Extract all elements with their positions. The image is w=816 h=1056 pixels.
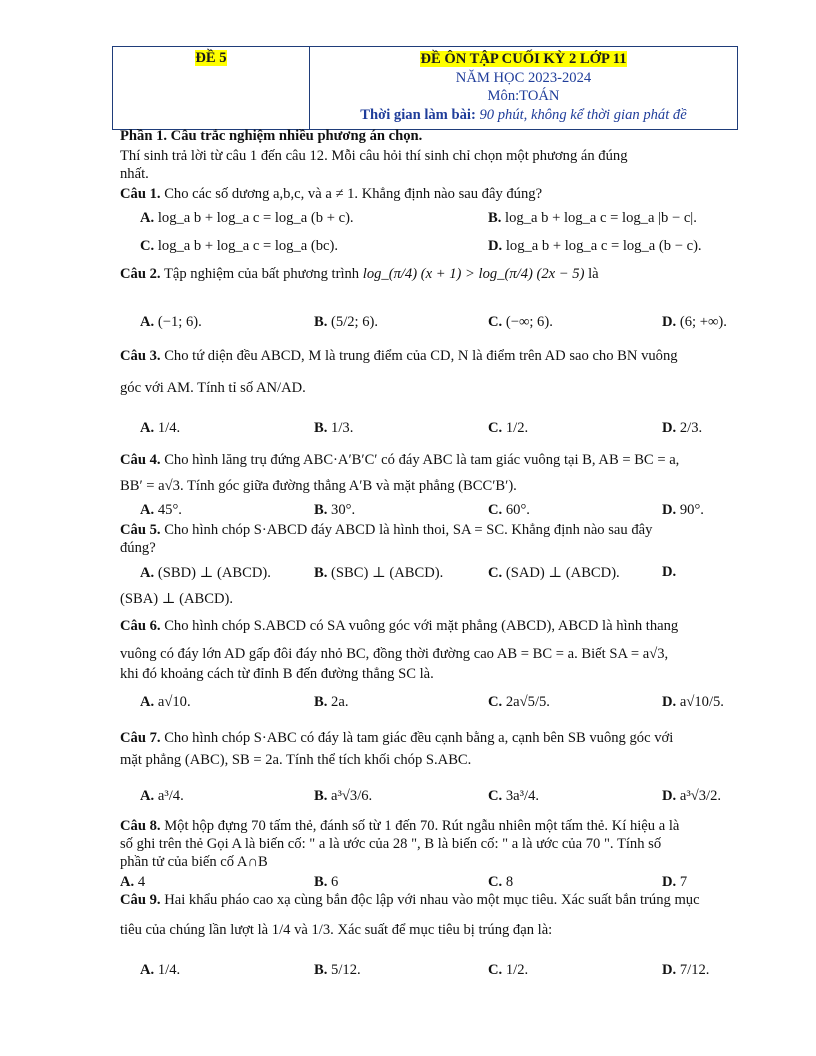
q2-label: Câu 2. <box>120 266 161 282</box>
q3-option-c: C. 1/2. <box>488 420 529 436</box>
q2-stem: Câu 2. Tập nghiệm của bất phương trình log_(π/4) (x + 1) > log_(π/4) (2x − 5) là <box>120 266 599 282</box>
q6-stem-2: vuông có đáy lớn AD gấp đôi đáy nhỏ BC, đồng thời đường cao AB = BC = a. Biết SA = a√3, <box>120 646 669 662</box>
q9-option-a: A. 1/4. <box>140 962 181 978</box>
header-right-cell <box>310 47 737 129</box>
q5-label: Câu 5. <box>120 522 161 538</box>
q8-stem: Câu 8. Một hộp đựng 70 tấm thẻ, đánh số từ 1 đến 70. Rút ngẫu nhiên một tấm thẻ. Kí hiệu a là <box>120 818 680 834</box>
q8-option-b: B. 6 <box>314 874 339 890</box>
q1-text: Cho các số dương a,b,c, và a ≠ 1. Khẳng định nào sau đây đúng? <box>164 186 543 202</box>
q8-label: Câu 8. <box>120 818 161 834</box>
header-left-cell <box>113 47 310 129</box>
q4-option-a: A. 45°. <box>140 502 182 518</box>
q1-option-d: D. log_a b + log_a c = log_a (b − c). <box>488 238 702 254</box>
q2-option-d: D. (6; +∞). <box>662 314 727 330</box>
q2-option-b: B. (5/2; 6). <box>314 314 379 330</box>
q5-stem-2: đúng? <box>120 540 156 556</box>
q2-option-a: A. (−1; 6). <box>140 314 202 330</box>
q5-option-c: C. (SAD) ⊥ (ABCD). <box>488 565 620 581</box>
q8-stem-2: số ghi trên thẻ Gọi A là biến cố: " a là ước của 28 ", B là biến cố: " a là ước của 70 ". Tính số <box>120 836 662 852</box>
q2-option-c: C. (−∞; 6). <box>488 314 553 330</box>
q9-stem: Câu 9. Hai khẩu pháo cao xạ cùng bắn độc lập với nhau vào một mục tiêu. Xác suất bắn trúng mục <box>120 892 700 908</box>
q9-option-b: B. 5/12. <box>314 962 361 978</box>
q8-option-c: C. 8 <box>488 874 514 890</box>
q7-label: Câu 7. <box>120 730 161 746</box>
q6-label: Câu 6. <box>120 618 161 634</box>
q6-stem-3: khi đó khoảng cách từ đỉnh B đến đường thẳng SC là. <box>120 666 434 682</box>
time-label: Thời gian làm bài: <box>360 106 476 123</box>
q3-option-a: A. 1/4. <box>140 420 181 436</box>
q4-option-c: C. 60°. <box>488 502 530 518</box>
q4-stem-2: BB′ = a√3. Tính góc giữa đường thẳng A′B và mặt phẳng (BCC′B′). <box>120 478 517 494</box>
q3-stem-2: góc với AM. Tính tỉ số AN/AD. <box>120 380 306 396</box>
q6-option-b: B. 2a. <box>314 694 349 710</box>
q4-option-d: D. 90°. <box>662 502 704 518</box>
q8-option-a: A. 4 <box>120 874 146 890</box>
q4-label: Câu 4. <box>120 452 161 468</box>
q6-stem: Câu 6. Cho hình chóp S.ABCD có SA vuông góc với mặt phẳng (ABCD), ABCD là hình thang <box>120 618 679 634</box>
q1-option-b: B. log_a b + log_a c = log_a |b − c|. <box>488 210 697 226</box>
q9-option-d: D. 7/12. <box>662 962 710 978</box>
q1-label: Câu 1. <box>120 186 161 202</box>
q7-stem: Câu 7. Cho hình chóp S·ABC có đáy là tam giác đều cạnh bằng a, cạnh bên SB vuông góc với <box>120 730 674 746</box>
q9-stem-2: tiêu của chúng lần lượt là 1/4 và 1/3. Xác suất để mục tiêu bị trúng đạn là: <box>120 922 553 938</box>
q5-stem: Câu 5. Cho hình chóp S·ABCD đáy ABCD là hình thoi, SA = SC. Khẳng định nào sau đây <box>120 522 653 538</box>
q1-option-c: C. log_a b + log_a c = log_a (bc). <box>140 238 339 254</box>
exam-title: ĐỀ ÔN TẬP CUỐI KỲ 2 LỚP 11 <box>420 51 627 67</box>
q7-option-b: B. a³√3/6. <box>314 788 373 804</box>
part1-intro-line2: nhất. <box>120 166 149 182</box>
q5-option-d-letter: D. <box>662 564 677 580</box>
q5-option-d: (SBA) ⊥ (ABCD). <box>120 591 234 607</box>
q1-option-a: A. log_a b + log_a c = log_a (b + c). <box>140 210 354 226</box>
q1-stem <box>120 186 542 203</box>
q5-option-a: A. (SBD) ⊥ (ABCD). <box>140 565 271 581</box>
q4-stem: Câu 4. Cho hình lăng trụ đứng ABC·A′B′C′ có đáy ABC là tam giác vuông tại B, AB = BC = a, <box>120 452 680 468</box>
q2-inequality: log_(π/4) (x + 1) > log_(π/4) (2x − 5) <box>362 266 585 282</box>
header-table <box>112 46 738 130</box>
time-value: 90 phút, không kể thời gian phát đề <box>479 106 687 123</box>
q7-option-c: C. 3a³/4. <box>488 788 540 804</box>
q6-option-c: C. 2a√5/5. <box>488 694 550 710</box>
q6-option-d: D. a√10/5. <box>662 694 724 710</box>
q3-stem: Câu 3. Cho tứ diện đều ABCD, M là trung điểm của CD, N là điểm trên AD sao cho BN vuông <box>120 348 678 364</box>
q3-label: Câu 3. <box>120 348 161 364</box>
part1-intro-line1: Thí sinh trả lời từ câu 1 đến câu 12. Mỗi câu hỏi thí sinh chỉ chọn một phương án đúng <box>120 148 628 164</box>
q3-option-b: B. 1/3. <box>314 420 354 436</box>
subject: Môn:TOÁN <box>487 88 560 104</box>
q7-option-a: A. a³/4. <box>140 788 184 804</box>
q4-option-b: B. 30°. <box>314 502 356 518</box>
q8-stem-3: phần tử của biến cố A∩B <box>120 854 268 870</box>
q9-label: Câu 9. <box>120 892 161 908</box>
part1-title: Phần 1. Câu trắc nghiệm nhiều phương án chọn. <box>120 128 423 144</box>
q3-option-d: D. 2/3. <box>662 420 703 436</box>
school-year: NĂM HỌC 2023-2024 <box>455 69 592 86</box>
q6-option-a: A. a√10. <box>140 694 191 710</box>
q8-option-d: D. 7 <box>662 874 688 890</box>
q7-option-d: D. a³√3/2. <box>662 788 722 804</box>
exam-code: ĐỀ 5 <box>195 50 227 66</box>
q9-option-c: C. 1/2. <box>488 962 529 978</box>
q7-stem-2: mặt phẳng (ABC), SB = 2a. Tính thể tích khối chóp S.ABC. <box>120 752 472 768</box>
q5-option-b: B. (SBC) ⊥ (ABCD). <box>314 565 444 581</box>
